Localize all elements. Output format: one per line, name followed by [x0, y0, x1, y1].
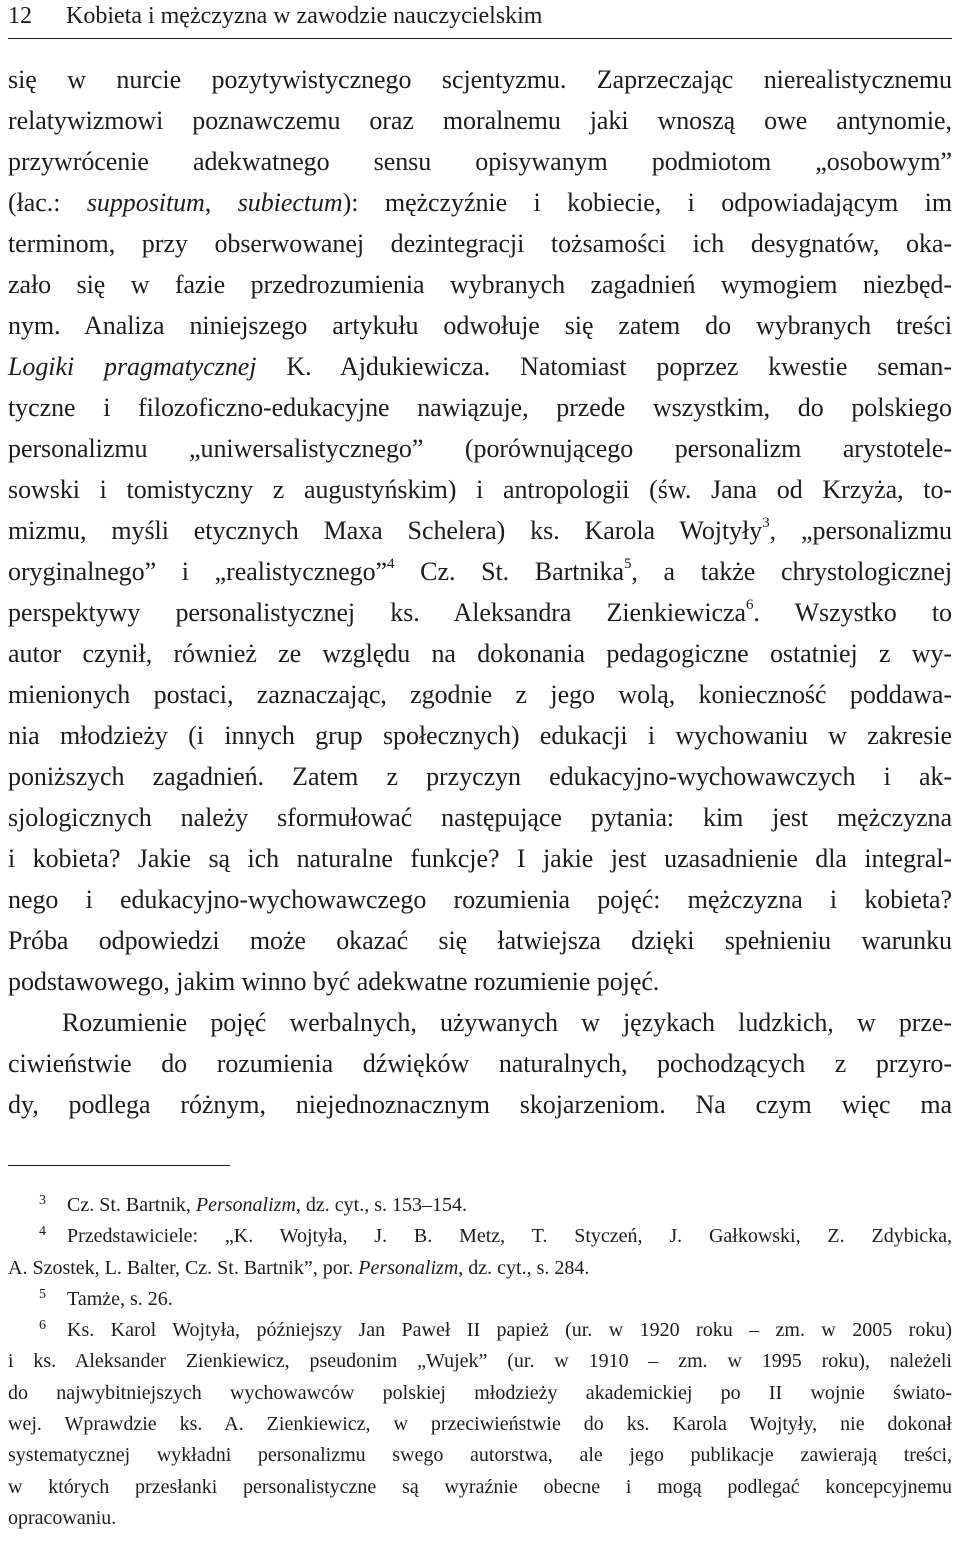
text-line: ciwieństwie do rozumienia dźwięków naturalnych, pochodzących z przyro- — [8, 1049, 952, 1078]
footnote-3: 3 Cz. St. Bartnik, Personalizm, dz. cyt., s. 153–154. — [39, 1193, 467, 1216]
footnote-4-cont: A. Szostek, L. Balter, Cz. St. Bartnik”, por. Personalizm, dz. cyt., s. 284. — [8, 1256, 590, 1279]
footnote-5: 5 Tamże, s. 26. — [39, 1286, 173, 1310]
latin-term: subiectum — [237, 188, 343, 217]
text-line: nia młodzieży (i innych grup społecznych) edukacji i wychowaniu w zakresie — [8, 721, 952, 750]
text-line: autor czynił, również ze względu na dokonania pedagogiczne ostatniej z wy- — [8, 639, 952, 668]
page-number: 12 — [8, 3, 32, 29]
footnote-6-cont: i ks. Aleksander Zienkiewicz, pseudonim „Wujek” (ur. w 1910 – zm. w 1995 roku), należeli — [8, 1350, 952, 1373]
text-line: oryginalnego” i „realistycznego”$^4$ Cz. St. Bartnika$^5$, a także chrystologicznej — [8, 556, 952, 586]
text-line: tyczne i filozoficzno-edukacyjne nawiązuje, przede wszystkim, do polskiego — [8, 393, 952, 422]
footnote-6-cont: opracowaniu. — [8, 1506, 117, 1529]
text-line: mizmu, myśli etycznych Maxa Schelera) ks. Karola Wojtyły$^3$, „personalizmu — [8, 515, 952, 545]
footnote-6-cont: wej. Wprawdzie ks. A. Zienkiewicz, w przeciwieństwie do ks. Karola Wojtyły, nie dokonał — [8, 1413, 952, 1436]
text-line: przywrócenie adekwatnego sensu opisywanym podmiotom „osobowym” — [8, 147, 952, 176]
latin-term: suppositum — [86, 188, 205, 217]
text-line: perspektywy personalistycznej ks. Aleksandra Zienkiewicza$^6$. Wszystko to — [8, 597, 952, 627]
footnote-ref[interactable]: 4 — [387, 556, 395, 572]
text-line: poniższych zagadnień. Zatem z przyczyn edukacyjno-wychowawczych i ak- — [8, 762, 952, 791]
footnote-6-cont: systematycznej wykładni personalizmu swego autorstwa, ale jego publikacje zawierają treści, — [8, 1444, 952, 1467]
text-line: nym. Analiza niniejszego artykułu odwołuje się zatem do wybranych treści — [8, 311, 952, 340]
running-title: Kobieta i mężczyzna w zawodzie nauczycielskim — [66, 3, 543, 29]
footnote-ref[interactable]: 6 — [745, 597, 754, 613]
text-line: dy, podlega różnym, niejednoznacznym skojarzeniom. Na czym więc ma — [8, 1090, 952, 1119]
footnote-6-cont: w których przesłanki personalistyczne są wyraźnie obecne i mogą podlegać koncepcyjnemu — [8, 1475, 952, 1498]
footnote-6-cont: do najwybitniejszych wychowawców polskiej młodzieży akademickiej po II wojnie świato- — [8, 1381, 952, 1404]
text-line: (łac.: suppositum, subiectum): mężczyźnie i kobiecie, i odpowiadającym im — [8, 188, 952, 217]
text-line: Rozumienie pojęć werbalnych, używanych w językach ludzkich, w prze- — [62, 1008, 952, 1037]
footnote-ref[interactable]: 5 — [623, 556, 632, 572]
text-line: i kobieta? Jakie są ich naturalne funkcje? I jakie jest uzasadnienie dla integral- — [8, 844, 952, 873]
text-line: sjologicznych należy sformułować następujące pytania: kim jest mężczyzna — [8, 803, 952, 832]
footnote-separator — [8, 1165, 230, 1166]
text-line: się w nurcie pozytywistycznego scjentyzmu. Zaprzeczając nierealistycznemu — [8, 65, 952, 94]
footnotes — [8, 1190, 952, 1534]
text-line: relatywizmowi poznawczemu oraz moralnemu jaki wnoszą owe antynomie, — [8, 106, 952, 135]
footnote-ref[interactable]: 3 — [762, 515, 770, 531]
footnote-6: 6 Ks. Karol Wojtyła, późniejszy Jan Paweł II papież (ur. w 1920 roku – zm. w 2005 roku) — [39, 1318, 952, 1342]
footnote-4: 4 Przedstawiciele: „K. Wojtyła, J. B. Metz, T. Styczeń, J. Gałkowski, Z. Zdybicka, — [39, 1224, 952, 1248]
text-line: zało się w fazie przedrozumienia wybranych zagadnień wymogiem niezbęd- — [8, 270, 952, 299]
text-line: Logiki pragmatycznej K. Ajdukiewicza. Natomiast poprzez kwestie seman- — [8, 352, 952, 381]
main-text — [8, 59, 952, 1125]
book-title: Logiki pragmatycznej — [8, 352, 257, 381]
text-line: terminom, przy obserwowanej dezintegracji tożsamości ich desygnatów, oka- — [8, 229, 952, 258]
text-line: nego i edukacyjno-wychowawczego rozumienia pojęć: mężczyzna i kobieta? — [8, 885, 952, 914]
text-line: Próba odpowiedzi może okazać się łatwiejsza dzięki spełnieniu warunku — [8, 926, 952, 955]
text-line: sowski i tomistyczny z augustyńskim) i antropologii (św. Jana od Krzyża, to- — [8, 475, 952, 504]
text-line: personalizmu „uniwersalistycznego” (porównującego personalizm arystotele- — [8, 434, 952, 463]
text-line: podstawowego, jakim winno być adekwatne rozumienie pojęć. — [8, 967, 660, 996]
running-header — [8, 0, 952, 39]
text-line: mienionych postaci, zaznaczając, zgodnie z jego wolą, konieczność poddawa- — [8, 680, 952, 709]
